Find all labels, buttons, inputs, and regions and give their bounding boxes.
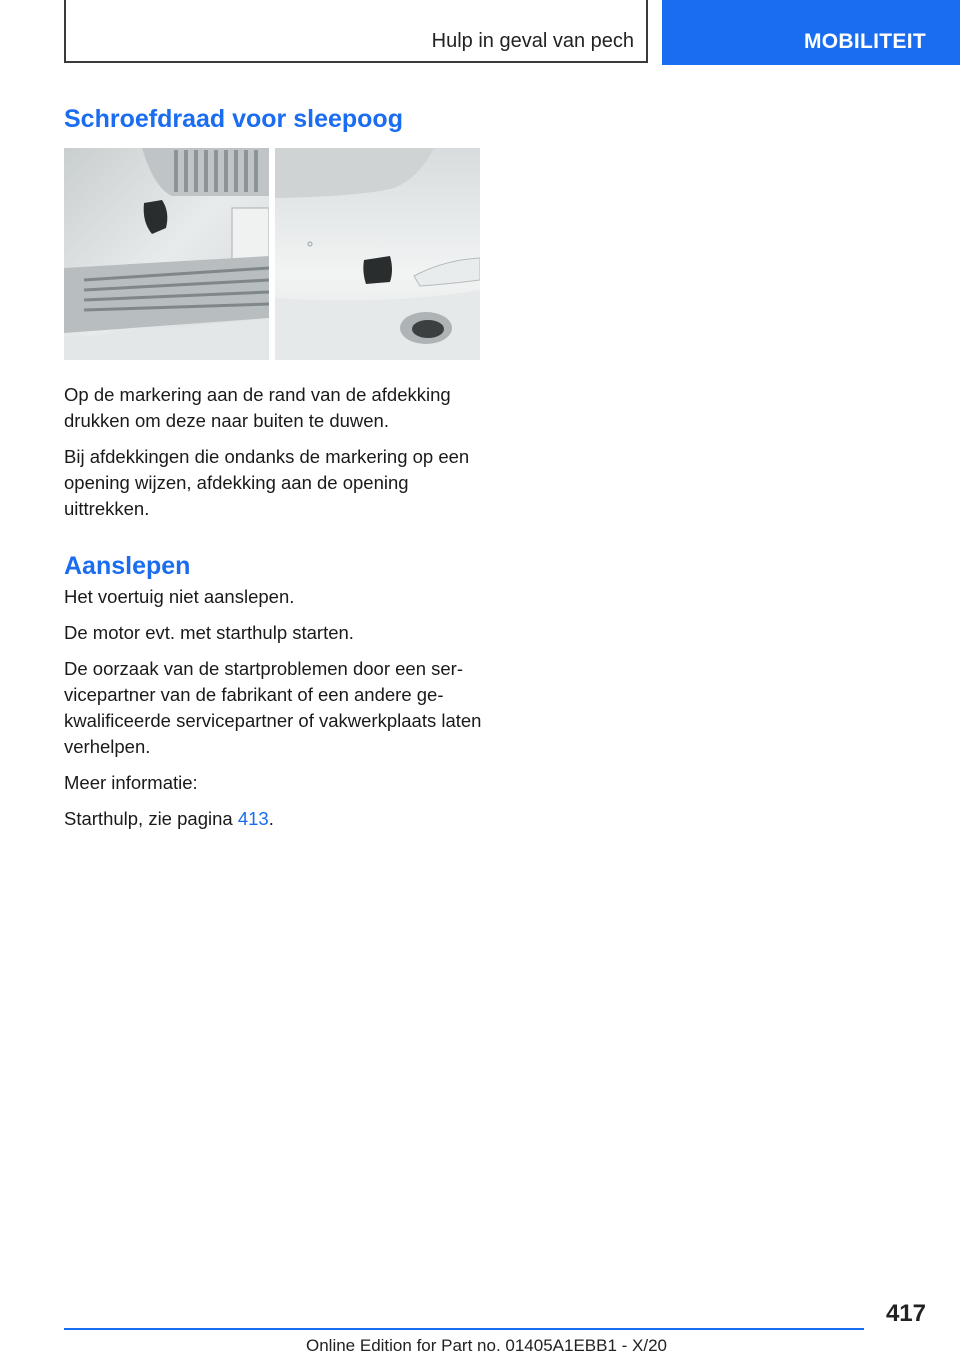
heading-tow-thread: Schroefdraad voor sleepoog xyxy=(64,105,403,133)
header-chapter-box xyxy=(64,0,648,63)
paragraph: De motor evt. met starthulp starten. xyxy=(64,622,354,643)
paragraph: Het voertuig niet aanslepen. xyxy=(64,586,295,607)
cross-reference-text: Starthulp, zie pagina xyxy=(64,808,238,829)
section-title: MOBILITEIT xyxy=(804,30,926,53)
page-number: 417 xyxy=(885,1300,926,1327)
paragraph: Op de markering aan de rand van de afdekking drukken om deze naar buiten te duwen. xyxy=(64,384,451,431)
heading-towing: Aanslepen xyxy=(64,552,191,580)
footer-divider xyxy=(64,1328,864,1330)
cross-reference xyxy=(64,806,484,832)
paragraph: Bij afdekkingen die ondanks de markering op een opening wijzen, afdekking aan de opening uittrekken. xyxy=(64,446,470,519)
tow-eye-cover-illustration xyxy=(64,148,480,360)
header-section-tab[interactable] xyxy=(662,0,960,65)
paragraph: Meer informatie: xyxy=(64,772,198,793)
paragraph: De oorzaak van de startproblemen door een servicepartner van de fabrikant of een andere gekwalificeerde servicepartner of vakwerkplaats laten verhelpen. xyxy=(64,658,482,757)
edition-info: Online Edition for Part no. 01405A1EBB1 - X/20 xyxy=(306,1336,668,1355)
chapter-title: Hulp in geval van pech xyxy=(431,30,634,52)
page-link[interactable]: 413 xyxy=(237,808,269,829)
cross-reference-end: . xyxy=(268,808,274,829)
page-content xyxy=(64,100,484,842)
